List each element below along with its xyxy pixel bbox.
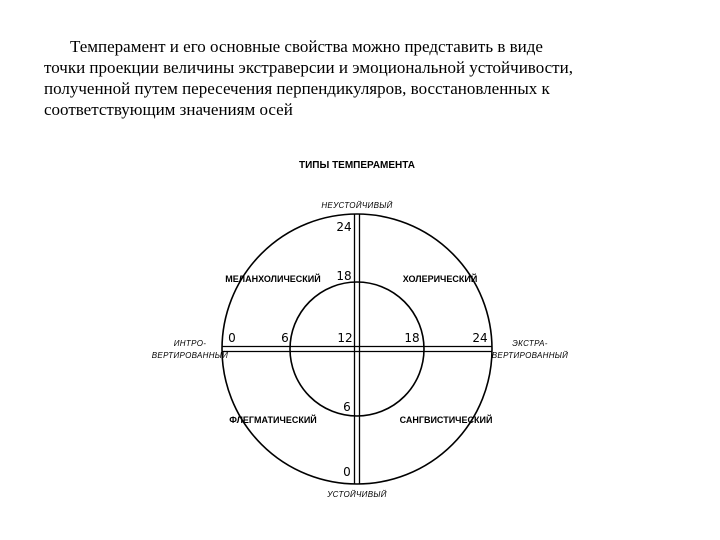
horizontal-tick-0: 0 (228, 331, 236, 345)
diagram-title: ТИПЫ ТЕМПЕРАМЕНТА (299, 160, 415, 171)
top-axis-label: НЕУСТОЙЧИВЫЙ (321, 201, 393, 210)
quadrant-melancholic: МЕЛАНХОЛИЧЕСКИЙ (225, 274, 321, 284)
right-axis-label-2: ВЕРТИРОВАННЫЙ (491, 351, 569, 360)
horizontal-tick-12: 12 (337, 331, 353, 345)
vertical-tick-24: 24 (336, 220, 352, 234)
left-axis-label-2: ВЕРТИРОВАННЫЙ (151, 351, 229, 360)
horizontal-tick-6: 6 (281, 331, 289, 345)
intro-line-3: полученной путем пересечения перпендикуляров, восстановленных к (44, 79, 550, 98)
intro-line-4: соответствующим значениям осей (44, 100, 293, 119)
outer-circle (222, 214, 492, 484)
intro-line-1: Темперамент и его основные свойства можно представить в виде (70, 37, 543, 56)
quadrant-sanguine: САНГВИСТИЧЕСКИЙ (399, 415, 493, 425)
bottom-axis-label: УСТОЙЧИВЫЙ (327, 490, 387, 499)
vertical-tick-6: 6 (343, 400, 351, 414)
quadrant-choleric: ХОЛЕРИЧЕСКИЙ (402, 274, 478, 284)
inner-circle (290, 282, 424, 416)
horizontal-tick-24: 24 (472, 331, 488, 345)
quadrant-phlegmatic: ФЛЕГМАТИЧЕСКИЙ (229, 415, 317, 425)
right-axis-label-1: ЭКСТРА- (512, 339, 548, 348)
left-axis-label-1: ИНТРО- (173, 339, 207, 348)
vertical-tick-18: 18 (336, 269, 352, 283)
vertical-tick-0: 0 (343, 465, 351, 479)
horizontal-tick-18: 18 (404, 331, 420, 345)
intro-line-2: точки проекции величины экстраверсии и эмоциональной устойчивости, (44, 58, 573, 77)
